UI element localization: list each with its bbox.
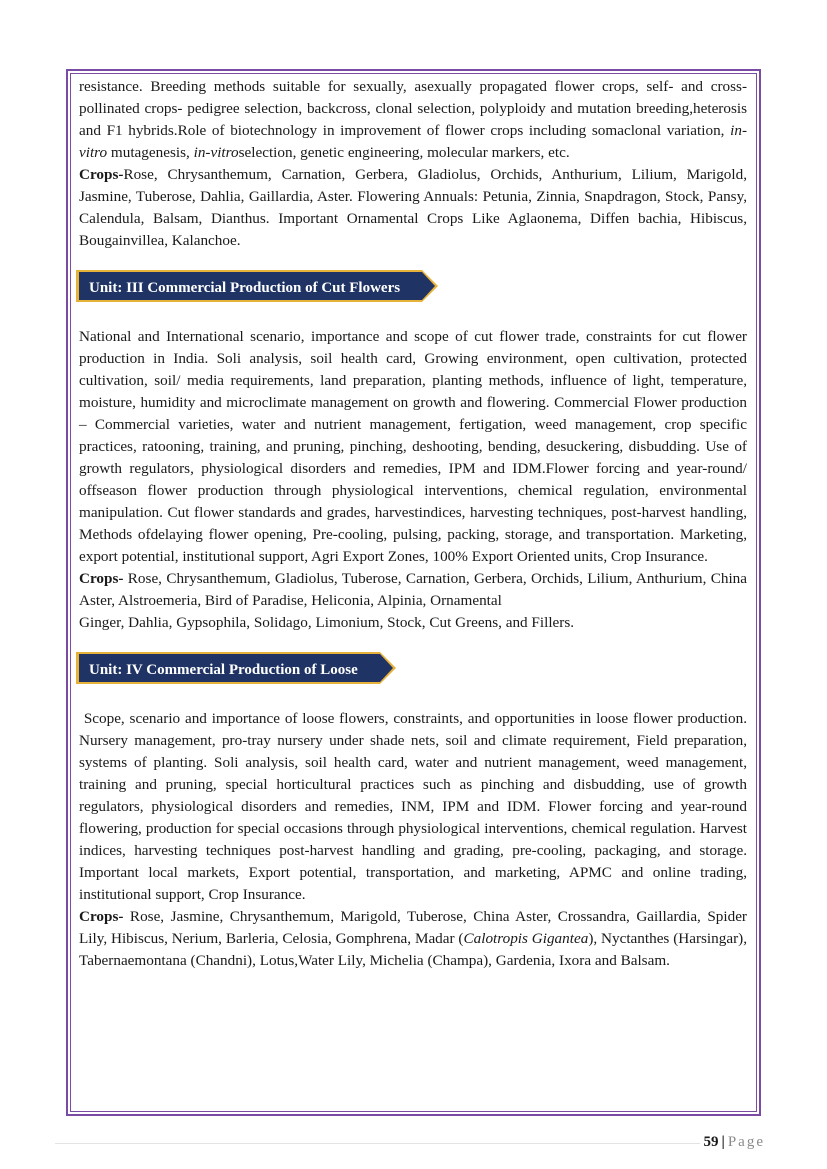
unit4-crops-paragraph	[79, 906, 747, 972]
crops-list: ), Nyctanthes (Harsingar), Tabernaemontana (Chandni), Lotus,Water Lily, Michelia (Champa), Gardenia, Ixora and Balsam.	[79, 930, 747, 969]
unit4-heading	[76, 652, 380, 684]
crops-list: Rose, Jasmine, Chrysanthemum, Marigold, Tuberose, China Aster, Crossandra, Gaillardia, Spider Lily, Hibiscus, Nerium, Barleria, Celosia, Gomphrena, Madar (	[79, 908, 747, 947]
unit3-crops-line2	[79, 612, 747, 634]
unit2-continued-paragraph	[79, 76, 747, 164]
page-footer	[0, 1132, 827, 1152]
paragraph-text: mutagenesis,	[107, 144, 194, 161]
italic-term: in-vitro	[79, 122, 747, 161]
unit2-crops-paragraph	[79, 164, 747, 252]
paragraph-text: selection, genetic engineering, molecular markers, etc.	[238, 144, 570, 161]
page-number-label	[700, 1132, 765, 1152]
italic-term: Calotropis Gigantea	[463, 930, 589, 947]
heading-arrow-fill	[380, 654, 393, 682]
page-content	[79, 76, 747, 972]
crops-list: Rose, Chrysanthemum, Gladiolus, Tuberose, Carnation, Gerbera, Orchids, Lilium, Anthurium, China Aster, Alstroemeria, Bird of Paradise, Heliconia, Alpinia, Ornamental	[79, 570, 747, 609]
unit4-paragraph	[79, 708, 747, 906]
unit3-crops-paragraph	[79, 568, 747, 612]
paragraph-text: National and International scenario, importance and scope of cut flower trade, constraints for cut flower production in India. Soli analysis, soil health card, Growing environment, open cultivation, protected cultivation, soil/ media requirements, land preparation, planting methods, influence of light, temperature, moisture, humidity and microclimate management on growth and flowering. Commercial Flower production – Commercial varieties, water and nutrient management, fertigation, weed management, crop specific practices, ratooning, training, and pruning, pinching, deshooting, bending, desuckering, disbudding. Use of growth regulators, physiological disorders and remedies, IPM and IDM.Flower forcing and year-round/ offseason flower production through physiological interventions, chemical regulation, environmental manipulation. Cut flower standards and grades, harvestindices, harvesting techniques, post-harvest handling, Methods ofdelaying flower opening, Pre-cooling, pulsing, packing, storage, and transportation. Marketing, export potential, institutional support, Agri Export Zones, 100% Export Oriented units, Crop Insurance.	[79, 328, 747, 565]
page-number: 59	[703, 1134, 719, 1150]
unit3-heading	[76, 270, 422, 302]
italic-term: in-vitro	[193, 144, 239, 161]
unit4-title: Unit: IV Commercial Production of Loose	[89, 662, 358, 678]
crops-label: Crops-	[79, 570, 124, 587]
crops-list: Ginger, Dahlia, Gypsophila, Solidago, Limonium, Stock, Cut Greens, and Fillers.	[79, 614, 575, 631]
paragraph-text: Scope, scenario and importance of loose flowers, constraints, and opportunities in loose flower production. Nursery management, pro-tray nursery under shade nets, soil and climate requirement, Field preparation, systems of planting. Soli analysis, soil health card, water and nutrient management, weed management, training and pruning, special horticultural practices such as pinching and disbudding, use of growth regulators, physiological disorders and remedies, INM, IPM and IDM. Flower forcing and year-round flowering, production for special occasions through physiological interventions, chemical regulation. Harvest indices, harvesting techniques post-harvest handling and grading, pre-cooling, packaging, and storage. Important local markets, Export potential, transportation, and marketing, APMC and online trading, institutional support, Crop Insurance.	[79, 710, 747, 903]
unit3-paragraph	[79, 326, 747, 568]
crops-list: Rose, Chrysanthemum, Carnation, Gerbera, Gladiolus, Orchids, Anthurium, Lilium, Marigold, Jasmine, Tuberose, Dahlia, Gaillardia, Aster. Flowering Annuals: Petunia, Zinnia, Snapdragon, Stock, Pansy, Calendula, Balsam, Dianthus. Important Ornamental Crops Like Aglaonema, Diffen bachia, Hibiscus, Bougainvillea, Kalanchoe.	[79, 166, 747, 249]
crops-label: Crops-	[79, 166, 124, 183]
page-separator: |	[721, 1134, 725, 1150]
page-word: Page	[727, 1134, 765, 1150]
unit3-title: Unit: III Commercial Production of Cut Flowers	[89, 280, 401, 296]
heading-arrow-fill	[422, 272, 435, 300]
footer-rule	[55, 1143, 763, 1144]
paragraph-text: resistance. Breeding methods suitable for sexually, asexually propagated flower crops, self- and cross-pollinated crops- pedigree selection, backcross, clonal selection, polyploidy and mutation breeding,heterosis and F1 hybrids.Role of biotechnology in improvement of flower crops including somaclonal variation,	[79, 78, 747, 139]
crops-label: Crops-	[79, 908, 124, 925]
